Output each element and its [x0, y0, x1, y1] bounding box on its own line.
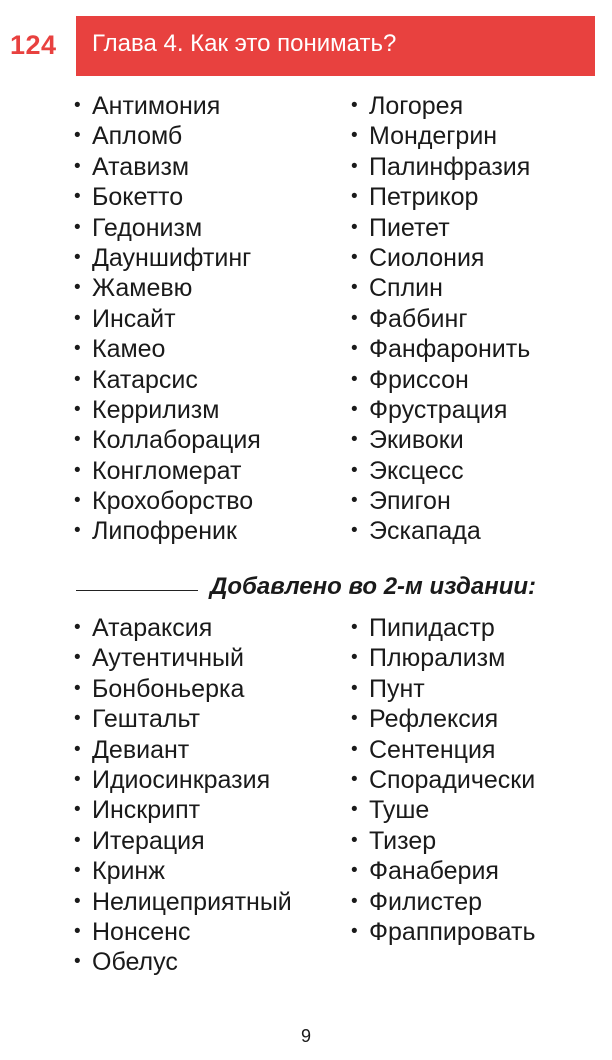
bullet-icon: •: [74, 490, 81, 512]
list-item: [351, 613, 536, 643]
list-item-text: Инскрипт: [92, 796, 201, 825]
list-item: [351, 674, 536, 704]
bullet-icon: •: [351, 277, 358, 299]
list-item: [351, 395, 530, 425]
list-item-text: Крохоборство: [92, 487, 254, 516]
list-item: [74, 735, 292, 765]
list-item: [351, 91, 530, 121]
list-item-text: Катарсис: [92, 365, 198, 394]
list-item-text: Гедонизм: [92, 213, 203, 242]
list-item-text: Филистер: [369, 887, 483, 916]
list-item-text: Тизер: [369, 826, 437, 855]
list-item-text: Туше: [369, 796, 430, 825]
list-item: [74, 887, 292, 917]
list-item: [74, 795, 292, 825]
list-item: [351, 486, 530, 516]
list-item-text: Бокетто: [92, 183, 184, 212]
bullet-icon: •: [351, 307, 358, 329]
list-item: [351, 887, 536, 917]
list-item-text: Пунт: [369, 674, 425, 703]
bullet-icon: •: [351, 125, 358, 147]
list-item: [351, 516, 530, 546]
bullet-icon: •: [351, 368, 358, 390]
bullet-icon: •: [74, 398, 81, 420]
list-item: [351, 365, 530, 395]
list-item-text: Логорея: [369, 92, 464, 120]
list-item: [351, 826, 536, 856]
bullet-icon: •: [74, 307, 81, 329]
list-item-text: Бонбоньерка: [92, 674, 245, 703]
bullet-icon: •: [74, 860, 81, 882]
list-item-text: Экивоки: [369, 426, 464, 455]
list-item-text: Кринж: [92, 857, 165, 886]
bullet-icon: •: [351, 677, 358, 699]
bullet-icon: •: [351, 890, 358, 912]
list-item: [351, 765, 536, 795]
list-item: [351, 152, 530, 182]
list-item-text: Гештальт: [92, 705, 201, 734]
list-item: [74, 674, 292, 704]
bullet-icon: •: [351, 860, 358, 882]
bullet-icon: •: [74, 277, 81, 299]
bullet-icon: •: [74, 890, 81, 912]
list-item-text: Фанаберия: [369, 857, 499, 886]
list-item: [351, 425, 530, 455]
list-item-text: Фаббинг: [369, 304, 468, 333]
list-item: [351, 273, 530, 303]
list-item: [351, 795, 536, 825]
bullet-icon: •: [351, 155, 358, 177]
list-item: [74, 643, 292, 673]
list-item: [351, 243, 530, 273]
bullet-icon: •: [74, 459, 81, 481]
bullet-icon: •: [351, 617, 358, 638]
bullet-icon: •: [351, 246, 358, 268]
list-item-text: Итерация: [92, 826, 205, 855]
list-item: [74, 334, 261, 364]
bullet-icon: •: [74, 246, 81, 268]
list-item: [74, 213, 261, 243]
list-item: [351, 856, 536, 886]
list-item-text: Пиетет: [369, 213, 450, 242]
list-item-text: Сентенция: [369, 735, 496, 764]
list-item: [351, 334, 530, 364]
chapter-title: Глава 4. Как это понимать?: [92, 30, 397, 57]
list-item: [74, 856, 292, 886]
list-item: [74, 456, 261, 486]
list-item-text: Эскапада: [369, 517, 481, 546]
list-item-text: Сплин: [369, 274, 443, 303]
bullet-icon: •: [74, 738, 81, 760]
bullet-icon: •: [351, 459, 358, 481]
bullet-icon: •: [74, 617, 81, 638]
list-item-text: Коллаборация: [92, 426, 261, 455]
list-item-text: Девиант: [92, 735, 190, 764]
footer-page-number: 9: [300, 1026, 311, 1046]
list-item-text: Нонсенс: [92, 917, 191, 946]
bullet-icon: •: [351, 829, 358, 851]
list-item: [74, 947, 292, 977]
bullet-icon: •: [74, 829, 81, 851]
word-list-right: [351, 91, 530, 547]
list-item-text: Фраппировать: [369, 917, 536, 946]
list-item-text: Аутентичный: [92, 644, 244, 673]
bullet-icon: •: [351, 398, 358, 420]
list-item: [74, 91, 261, 121]
list-item-text: Жамевю: [92, 274, 193, 303]
bullet-icon: •: [74, 368, 81, 390]
list-item: [351, 735, 536, 765]
second-edition-list-left: [74, 613, 292, 978]
list-item: [74, 486, 261, 516]
list-item: [74, 152, 261, 182]
list-item-text: Нелицеприятный: [92, 887, 292, 916]
bullet-icon: •: [74, 708, 81, 730]
list-item: [74, 704, 292, 734]
list-item: [74, 121, 261, 151]
list-item: [351, 917, 536, 947]
bullet-icon: •: [74, 647, 81, 669]
list-item: [74, 365, 261, 395]
list-item: [74, 613, 292, 643]
list-item-text: Фанфаронить: [369, 335, 531, 364]
list-item-text: Плюрализм: [369, 644, 506, 673]
list-item: [74, 304, 261, 334]
list-item: [351, 213, 530, 243]
bullet-icon: •: [351, 490, 358, 512]
list-item: [351, 704, 536, 734]
list-item-text: Атавизм: [92, 152, 190, 181]
list-item-text: Петрикор: [369, 183, 479, 212]
list-item: [74, 826, 292, 856]
bullet-icon: •: [351, 429, 358, 451]
section-divider: [76, 590, 198, 591]
list-item: [74, 273, 261, 303]
list-item-text: Рефлексия: [369, 705, 499, 734]
bullet-icon: •: [351, 920, 358, 942]
bullet-icon: •: [351, 647, 358, 669]
second-edition-list-right: [351, 613, 536, 947]
list-item: [351, 304, 530, 334]
list-item: [351, 456, 530, 486]
bullet-icon: •: [351, 768, 358, 790]
list-item-text: Керрилизм: [92, 395, 220, 424]
list-item-text: Эксцесс: [369, 456, 464, 485]
list-item: [351, 182, 530, 212]
bullet-icon: •: [74, 125, 81, 147]
bullet-icon: •: [74, 677, 81, 699]
list-item-text: Апломб: [92, 122, 183, 151]
bullet-icon: •: [351, 338, 358, 360]
bullet-icon: •: [74, 216, 81, 238]
bullet-icon: •: [351, 520, 358, 542]
list-item-text: Палинфразия: [369, 152, 531, 181]
section-heading: Добавлено во 2-м издании:: [210, 573, 537, 600]
list-item: [74, 516, 261, 546]
chapter-header-bar: [76, 16, 595, 76]
list-item-text: Эпигон: [369, 487, 451, 516]
bullet-icon: •: [74, 951, 81, 973]
bullet-icon: •: [351, 738, 358, 760]
bullet-icon: •: [74, 920, 81, 942]
bullet-icon: •: [74, 186, 81, 208]
bullet-icon: •: [74, 95, 81, 116]
list-item: [74, 243, 261, 273]
list-item-text: Спорадически: [369, 765, 536, 794]
list-item-text: Конгломерат: [92, 456, 242, 485]
list-item: [351, 121, 530, 151]
list-item-text: Липофреник: [92, 517, 237, 546]
list-item-text: Сиолония: [369, 243, 485, 272]
bullet-icon: •: [351, 799, 358, 821]
list-item-text: Антимония: [92, 92, 221, 120]
list-item-text: Обелус: [92, 948, 178, 977]
list-item-text: Фриссон: [369, 365, 469, 394]
list-item: [74, 765, 292, 795]
list-item-text: Дауншифтинг: [92, 243, 252, 272]
bullet-icon: •: [74, 520, 81, 542]
list-item: [351, 643, 536, 673]
list-item-text: Инсайт: [92, 304, 176, 333]
list-item-text: Камео: [92, 335, 166, 364]
bullet-icon: •: [351, 186, 358, 208]
bullet-icon: •: [351, 216, 358, 238]
list-item: [74, 917, 292, 947]
bullet-icon: •: [74, 338, 81, 360]
list-item-text: Идиосинкразия: [92, 765, 271, 794]
list-item-text: Мондегрин: [369, 122, 498, 151]
bullet-icon: •: [74, 768, 81, 790]
bullet-icon: •: [351, 95, 358, 116]
page-number: 124: [10, 30, 57, 60]
word-list-left: [74, 91, 261, 547]
list-item-text: Пипидастр: [369, 614, 495, 642]
list-item: [74, 425, 261, 455]
bullet-icon: •: [74, 799, 81, 821]
list-item: [74, 395, 261, 425]
bullet-icon: •: [74, 429, 81, 451]
list-item-text: Фрустрация: [369, 395, 508, 424]
list-item: [74, 182, 261, 212]
bullet-icon: •: [74, 155, 81, 177]
list-item-text: Атараксия: [92, 614, 213, 642]
bullet-icon: •: [351, 708, 358, 730]
